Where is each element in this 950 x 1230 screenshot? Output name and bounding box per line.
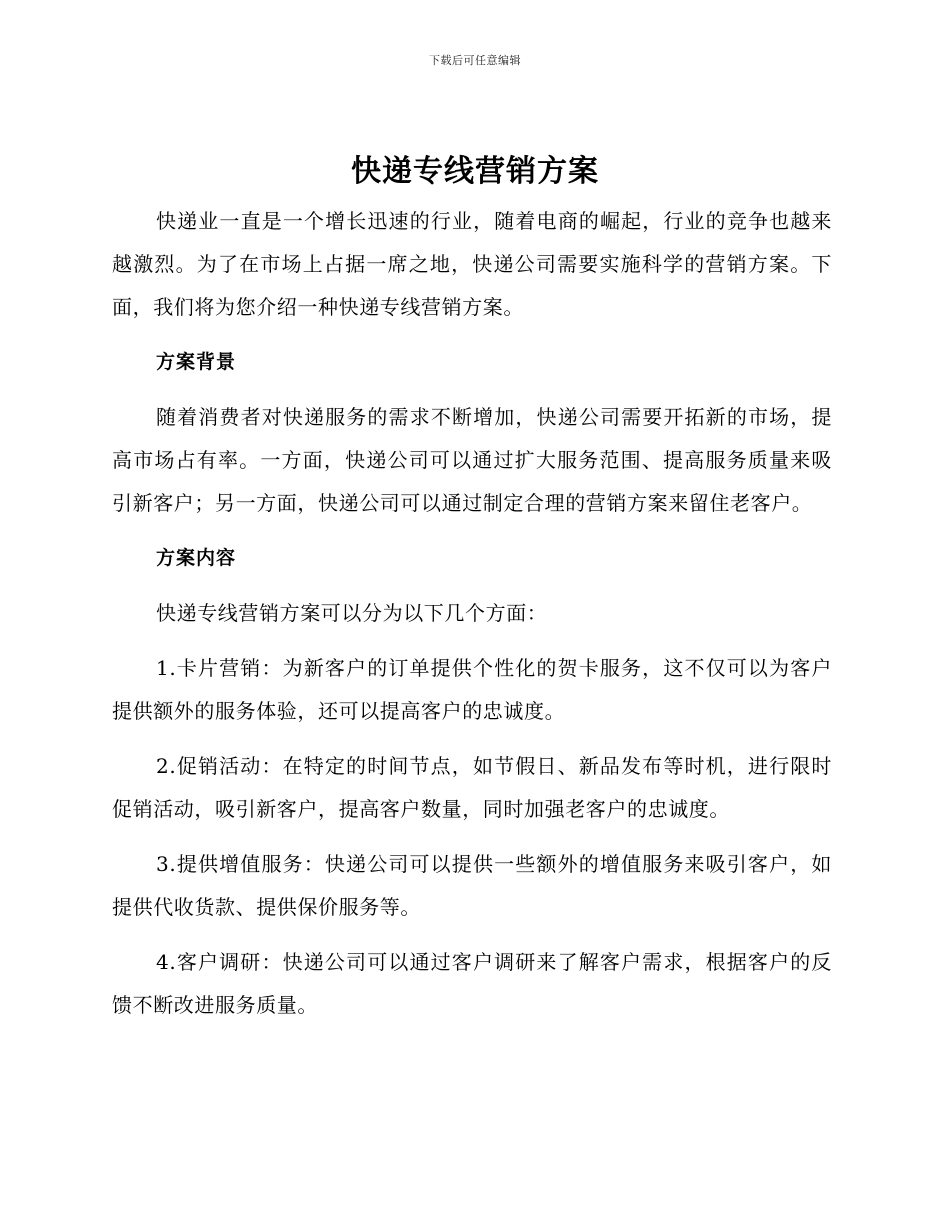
content-intro-paragraph: 快递专线营销方案可以分为以下几个方面： bbox=[156, 601, 548, 625]
section-heading-background: 方案背景 bbox=[156, 351, 237, 373]
section-heading-content: 方案内容 bbox=[156, 547, 237, 569]
page-header-note: 下载后可任意编辑 bbox=[429, 54, 521, 67]
list-item-customer-research: 4.客户调研：快递公司可以通过客户调研来了解客户需求，根据客户的反馈不断改进服务质量。 bbox=[112, 950, 832, 1017]
list-item-value-added-services: 3.提供增值服务：快递公司可以提供一些额外的增值服务来吸引客户，如提供代收货款、提供保价服务等。 bbox=[112, 852, 832, 919]
list-item-promotions: 2.促销活动：在特定的时间节点，如节假日、新品发布等时机，进行限时促销活动，吸引新客户，提高客户数量，同时加强老客户的忠诚度。 bbox=[112, 754, 832, 821]
background-paragraph: 随着消费者对快递服务的需求不断增加，快递公司需要开拓新的市场，提高市场占有率。一方面，快递公司可以通过扩大服务范围、提高服务质量来吸引新客户；另一方面，快递公司可以通过制定合理的营销方案来留住老客户。 bbox=[112, 405, 832, 515]
intro-paragraph: 快递业一直是一个增长迅速的行业，随着电商的崛起，行业的竞争也越来越激烈。为了在市场上占据一席之地，快递公司需要实施科学的营销方案。下面，我们将为您介绍一种快递专线营销方案。 bbox=[112, 209, 832, 319]
document-body bbox=[112, 200, 832, 1027]
list-item-card-marketing: 1.卡片营销：为新客户的订单提供个性化的贺卡服务，这不仅可以为客户提供额外的服务体验，还可以提高客户的忠诚度。 bbox=[112, 656, 832, 723]
document-title: 快递专线营销方案 bbox=[351, 154, 599, 189]
